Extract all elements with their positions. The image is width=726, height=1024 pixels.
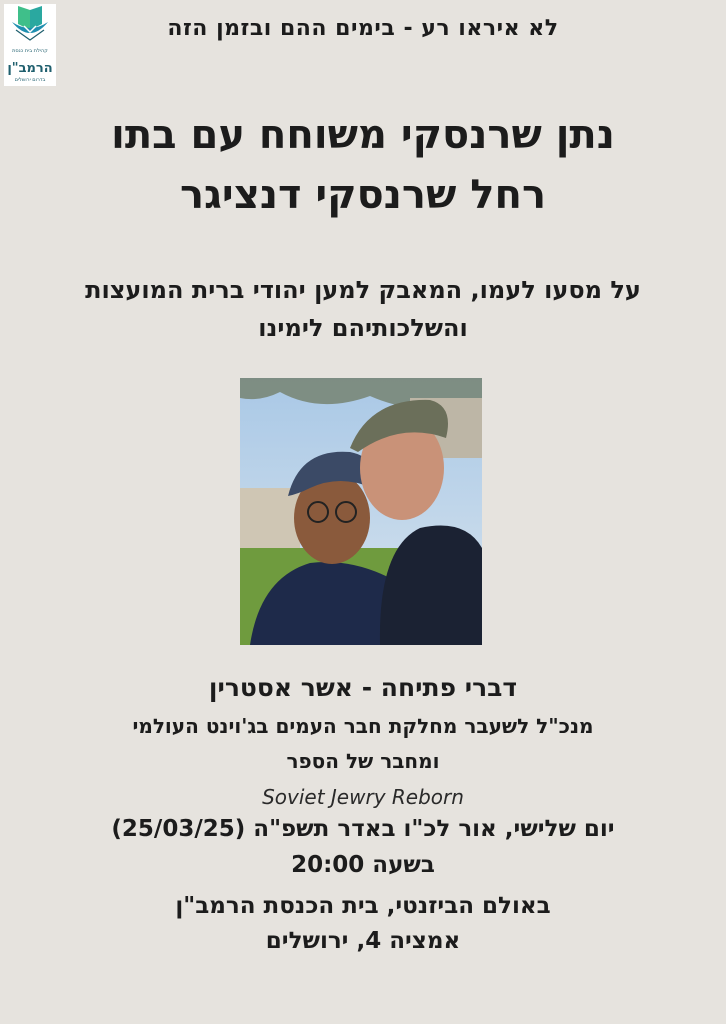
speaker-role-line-1: מנכ"ל לשעבר מחלקת חבר העמים בג'וינט העולמי <box>132 714 594 738</box>
logo-line-bottom: בדרום ירושלים <box>14 77 46 83</box>
subtitle-line-2: והשלכותיהם לימינו <box>258 314 468 342</box>
opening-speaker: דברי פתיחה - אשר אסטרין <box>208 673 518 702</box>
event-address: אמציה 4, ירושלים <box>265 928 461 954</box>
header-tagline: לא איראו רע - בימים ההם ובזמן הזה <box>167 16 559 41</box>
book-title: Soviet Jewry Reborn <box>262 785 464 809</box>
subtitle-line-1: על מסעו לעמו, המאבק למען יהודי ברית המועצות <box>85 276 641 304</box>
logo-line-top: קהילת בית כנסת <box>12 48 48 54</box>
event-venue: באולם הביזנטי, בית הכנסת הרמב"ן <box>175 893 551 919</box>
speaker-role-line-2: ומחבר של הספר <box>286 749 440 773</box>
logo-name: הרמב"ן <box>7 61 53 76</box>
event-time: בשעה 20:00 <box>291 852 435 878</box>
speakers-photo <box>240 378 482 645</box>
title-line-2: רחל שרנסקי דנציגר <box>179 172 547 218</box>
event-date: יום שלישי, אור לכ"ו באדר תשפ"ה (25/03/25) <box>111 816 615 842</box>
title-line-1: נתן שרנסקי משוחח עם בתו <box>111 112 615 158</box>
